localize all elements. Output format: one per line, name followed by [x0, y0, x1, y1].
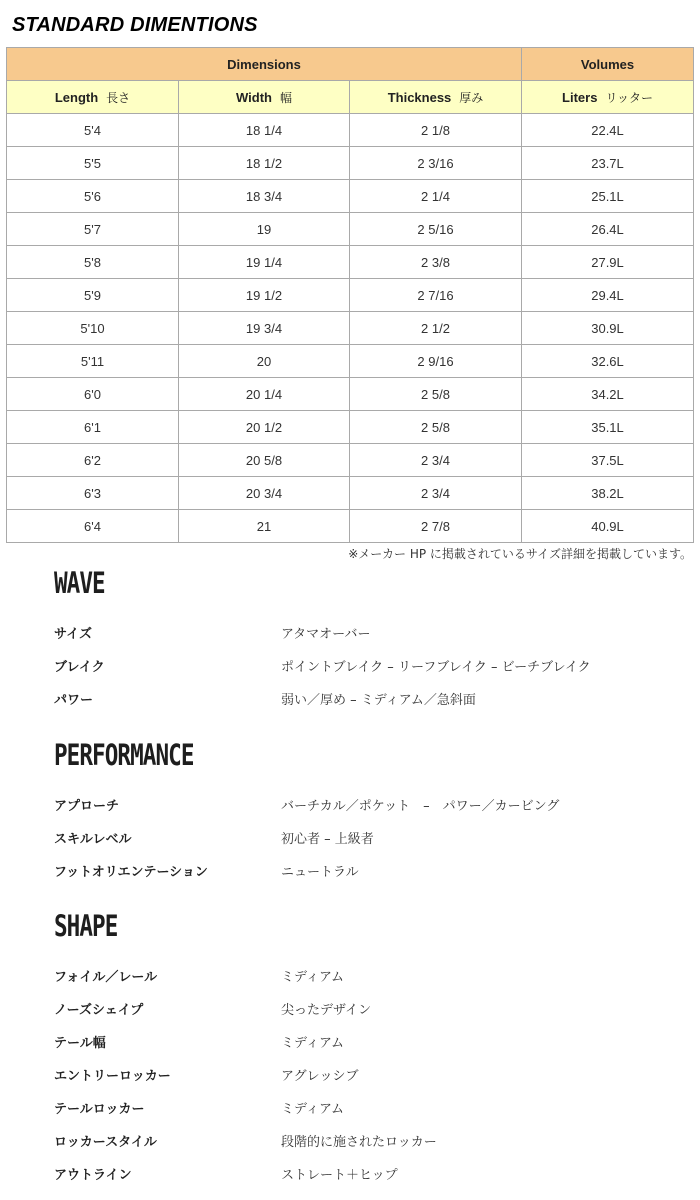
table-cell: 2 5/16: [350, 213, 522, 246]
spec-label: エントリーロッカー: [54, 1069, 171, 1084]
table-cell: 2 7/16: [350, 279, 522, 312]
spec-row: [54, 788, 674, 821]
table-cell: 6'4: [7, 510, 179, 543]
spec-value: 尖ったデザイン: [281, 1003, 372, 1018]
volumes-group-header: Volumes: [522, 48, 694, 81]
spec-row: [54, 821, 674, 854]
spec-row: [54, 959, 674, 992]
spec-value: アグレッシブ: [281, 1069, 359, 1084]
spec-row: [54, 682, 674, 715]
table-cell: 25.1L: [522, 180, 694, 213]
table-cell: 5'8: [7, 246, 179, 279]
table-cell: 19 1/4: [179, 246, 350, 279]
table-row: [7, 345, 694, 378]
table-cell: 2 3/16: [350, 147, 522, 180]
section-heading-shape: SHAPE: [54, 909, 118, 943]
source-note: ※メーカー HP に掲載されているサイズ詳細を掲載しています。: [348, 547, 692, 561]
wave-section: [54, 563, 674, 715]
spec-label: ブレイク: [54, 660, 105, 675]
spec-value: ストレート＋ヒップ: [281, 1168, 398, 1183]
spec-value: バーチカル／ポケット – パワー／カービング: [281, 799, 560, 814]
table-cell: 18 3/4: [179, 180, 350, 213]
spec-label: アウトライン: [54, 1168, 132, 1183]
table-cell: 34.2L: [522, 378, 694, 411]
table-row: [7, 279, 694, 312]
spec-row: [54, 1157, 674, 1190]
table-cell: 19: [179, 213, 350, 246]
table-row: [7, 411, 694, 444]
table-cell: 20 5/8: [179, 444, 350, 477]
table-cell: 6'1: [7, 411, 179, 444]
spec-label: サイズ: [54, 627, 92, 642]
table-cell: 6'0: [7, 378, 179, 411]
table-cell: 18 1/2: [179, 147, 350, 180]
spec-row: [54, 1025, 674, 1058]
page-title: STANDARD DIMENTIONS: [12, 14, 258, 36]
table-row: [7, 510, 694, 543]
table-cell: 23.7L: [522, 147, 694, 180]
table-cell: 37.5L: [522, 444, 694, 477]
spec-value: アタマオーバー: [281, 627, 371, 642]
spec-row: [54, 1091, 674, 1124]
table-cell: 22.4L: [522, 114, 694, 147]
spec-row: [54, 649, 674, 682]
table-row: [7, 180, 694, 213]
spec-row: [54, 992, 674, 1025]
table-cell: 2 9/16: [350, 345, 522, 378]
table-cell: 5'7: [7, 213, 179, 246]
table-cell: 20: [179, 345, 350, 378]
table-cell: 38.2L: [522, 477, 694, 510]
spec-label: ロッカースタイル: [54, 1135, 157, 1150]
spec-value: ミディアム: [281, 1102, 345, 1117]
table-row: [7, 246, 694, 279]
table-cell: 2 3/8: [350, 246, 522, 279]
spec-label: フォイル／レール: [54, 970, 158, 985]
spec-value: ミディアム: [281, 1036, 345, 1051]
spec-value: ニュートラル: [281, 865, 359, 880]
table-cell: 2 3/4: [350, 477, 522, 510]
spec-value: ミディアム: [281, 970, 345, 985]
table-cell: 2 7/8: [350, 510, 522, 543]
shape-section: [54, 906, 674, 1190]
table-cell: 2 1/8: [350, 114, 522, 147]
spec-value: 初心者 – 上級者: [281, 832, 374, 847]
table-cell: 20 3/4: [179, 477, 350, 510]
table-cell: 20 1/2: [179, 411, 350, 444]
table-cell: 2 5/8: [350, 378, 522, 411]
table-cell: 5'5: [7, 147, 179, 180]
table-row: [7, 213, 694, 246]
column-header-width: Width 幅: [179, 81, 350, 114]
column-header-liters: Liters リッター: [522, 81, 694, 114]
table-row: [7, 444, 694, 477]
spec-label: ノーズシェイプ: [54, 1003, 144, 1018]
dimensions-table: [6, 47, 694, 543]
spec-value: 弱い／厚め – ミディアム／急斜面: [281, 693, 476, 708]
spec-label: アプローチ: [54, 799, 120, 814]
table-cell: 29.4L: [522, 279, 694, 312]
table-cell: 2 3/4: [350, 444, 522, 477]
spec-label: パワー: [54, 693, 94, 708]
table-row: [7, 147, 694, 180]
table-column-header-row: [7, 81, 694, 114]
spec-label: テールロッカー: [54, 1102, 145, 1117]
table-cell: 26.4L: [522, 213, 694, 246]
table-row: [7, 477, 694, 510]
table-cell: 30.9L: [522, 312, 694, 345]
dimensions-group-header: Dimensions: [7, 48, 522, 81]
table-cell: 6'3: [7, 477, 179, 510]
section-heading-performance: PERFORMANCE: [54, 738, 194, 772]
table-cell: 2 5/8: [350, 411, 522, 444]
table-cell: 5'11: [7, 345, 179, 378]
table-cell: 5'6: [7, 180, 179, 213]
spec-row: [54, 854, 674, 887]
spec-value: 段階的に施されたロッカー: [281, 1135, 437, 1150]
spec-label: フットオリエンテーション: [54, 865, 208, 880]
table-cell: 18 1/4: [179, 114, 350, 147]
table-cell: 2 1/2: [350, 312, 522, 345]
table-cell: 6'2: [7, 444, 179, 477]
table-cell: 5'9: [7, 279, 179, 312]
performance-section: [54, 735, 674, 887]
table-cell: 32.6L: [522, 345, 694, 378]
table-cell: 35.1L: [522, 411, 694, 444]
spec-row: [54, 616, 674, 649]
table-cell: 19 1/2: [179, 279, 350, 312]
spec-label: スキルレベル: [54, 832, 132, 847]
spec-value: ポイントブレイク – リーフブレイク – ビーチブレイク: [281, 660, 591, 675]
table-row: [7, 114, 694, 147]
table-cell: 40.9L: [522, 510, 694, 543]
table-row: [7, 378, 694, 411]
column-header-thickness: Thickness 厚み: [350, 81, 522, 114]
table-row: [7, 312, 694, 345]
spec-row: [54, 1058, 674, 1091]
column-header-length: Length 長さ: [7, 81, 179, 114]
table-cell: 19 3/4: [179, 312, 350, 345]
table-cell: 27.9L: [522, 246, 694, 279]
table-cell: 21: [179, 510, 350, 543]
table-group-header-row: [7, 48, 694, 81]
table-cell: 5'4: [7, 114, 179, 147]
spec-label: テール幅: [54, 1036, 106, 1051]
table-cell: 20 1/4: [179, 378, 350, 411]
spec-row: [54, 1124, 674, 1157]
section-heading-wave: WAVE: [54, 566, 105, 600]
table-cell: 5'10: [7, 312, 179, 345]
table-cell: 2 1/4: [350, 180, 522, 213]
